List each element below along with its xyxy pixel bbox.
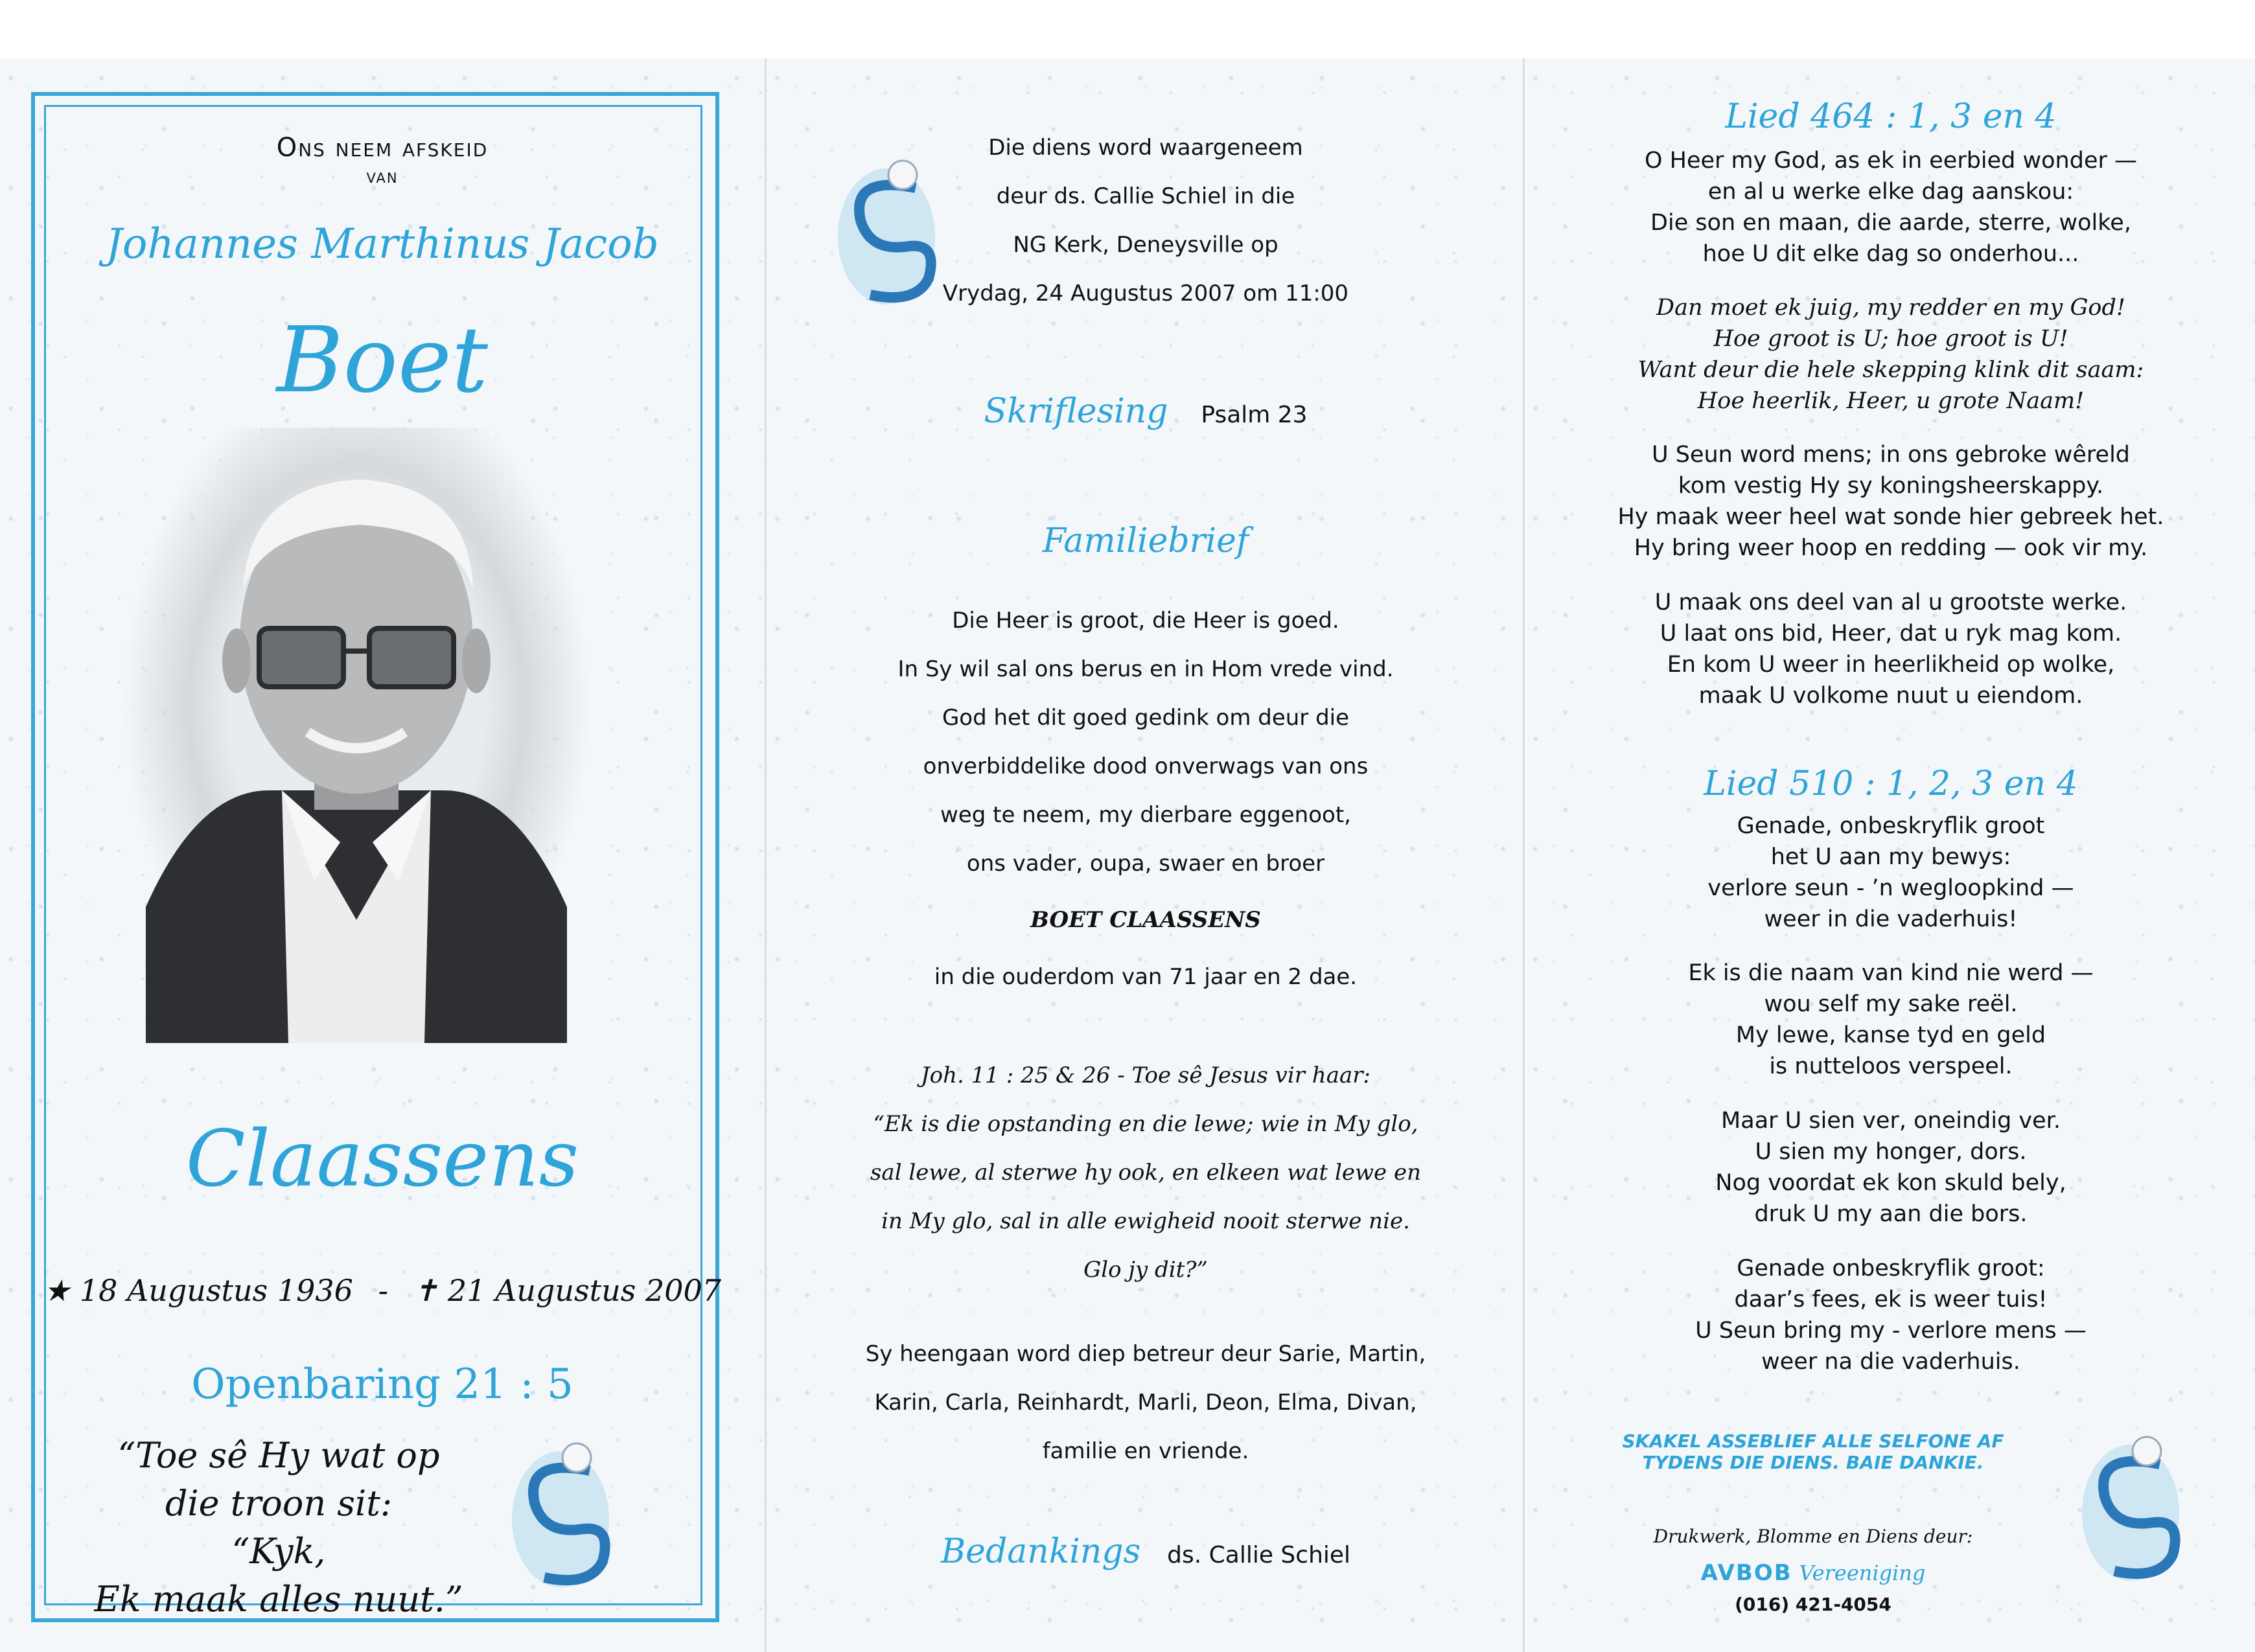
hymn-line: verlore seun - ’n wegloopkind — — [1707, 875, 2074, 901]
phones-notice — [1564, 1430, 2063, 1473]
hymn-line: En kom U weer in heerlikheid op wolke, — [1667, 652, 2115, 678]
scripture-line: Joh. 11 : 25 & 26 - Toe sê Jesus vir haar: — [921, 1062, 1370, 1088]
surname: Claassens — [185, 1114, 579, 1204]
hymn-line: U laat ons bid, Heer, dat u ryk mag kom. — [1659, 621, 2122, 647]
letter-line: In Sy wil sal ons berus en in Hom vrede vind. — [897, 656, 1394, 682]
ornament-emblem — [499, 1432, 622, 1594]
thanks-value: ds. Callie Schiel — [1167, 1542, 1351, 1568]
hymn-line: Hy maak weer heel wat sonde hier gebreek het. — [1617, 504, 2164, 530]
letter-line: onverbiddelike dood onverwags van ons — [923, 753, 1369, 779]
hymn2-title: Lied 510 : 1, 2, 3 en 4 — [1704, 764, 2078, 803]
hymn-line: Genade onbeskryflik groot: — [1737, 1256, 2045, 1281]
printer-credit: Drukwerk, Blomme en Diens deur: — [1653, 1526, 1973, 1547]
hymn-line: Hoe groot is U; hoe groot is U! — [1713, 326, 2068, 352]
hymn-line: Die son en maan, die aarde, sterre, wolke, — [1650, 210, 2131, 236]
given-names: Johannes Marthinus Jacob — [106, 220, 659, 268]
nickname: Boet — [276, 308, 489, 413]
hymn-line: My lewe, kanse tyd en geld — [1735, 1022, 2046, 1048]
verse-reference: Openbaring 21 : 5 — [191, 1360, 573, 1408]
scripture-line: sal lewe, al sterwe hy ook, en elkeen wat lewe en — [870, 1160, 1422, 1186]
scripture-line: in My glo, sal in alle ewigheid nooit sterwe nie. — [881, 1208, 1410, 1234]
cross-icon: ✝ — [413, 1273, 439, 1308]
reading-label: Skriflesing — [984, 392, 1168, 431]
service-line: Die diens word waargeneem — [988, 135, 1303, 161]
hymn-line: kom vestig Hy sy koningsheerskappy. — [1678, 473, 2104, 499]
company-phone: (016) 421-4054 — [1735, 1594, 1891, 1615]
farewell-van: van — [366, 165, 399, 188]
hymn-line: Want deur die hele skepping klink dit saam: — [1637, 357, 2144, 383]
age-line: in die ouderdom van 71 jaar en 2 dae. — [934, 964, 1358, 990]
letter-line: ons vader, oupa, swaer en broer — [966, 851, 1325, 877]
verse-line: “Kyk, — [231, 1531, 326, 1572]
hymn-line: Genade, onbeskryflik groot — [1737, 813, 2045, 839]
hymn-line: weer in die vaderhuis! — [1764, 906, 2018, 932]
company-name: AVBOB — [1700, 1560, 1792, 1586]
portrait-illustration — [120, 428, 593, 1043]
company-line — [1564, 1560, 2063, 1586]
hymn-line: Nog voordat ek kon skuld bely, — [1715, 1170, 2066, 1196]
star-icon: ★ — [43, 1273, 71, 1308]
hymn-line: weer na die vaderhuis. — [1761, 1349, 2020, 1375]
mourners-line: Sy heengaan word diep betreur deur Sarie, Martin, — [865, 1341, 1426, 1367]
hymn-line: wou self my sake reël. — [1764, 991, 2018, 1017]
inside-left-panel — [765, 58, 1525, 1652]
mourners-line: Karin, Carla, Reinhardt, Marli, Deon, Elma, Divan, — [874, 1390, 1417, 1416]
hymn-line: en al u werke elke dag aanskou: — [1707, 179, 2074, 205]
verse-line: Ek maak alles nuut.” — [94, 1579, 463, 1620]
inside-right-panel — [1523, 58, 2255, 1652]
hymn-line: het U aan my bewys: — [1770, 844, 2011, 870]
verse-line: “Toe sê Hy wat op — [117, 1435, 440, 1476]
hymn-line: U Seun bring my - verlore mens — — [1695, 1318, 2087, 1344]
letter-line: God het dit goed gedink om deur die — [942, 705, 1350, 731]
hymn-line: U Seun word mens; in ons gebroke wêreld — [1651, 442, 2131, 468]
hymn-line: hoe U dit elke dag so onderhou... — [1702, 241, 2079, 267]
life-dates — [0, 1273, 765, 1308]
hymn-line: O Heer my God, as ek in eerbied wonder — — [1644, 148, 2138, 174]
hymn-line: Dan moet ek juig, my redder en my God! — [1656, 295, 2125, 321]
ornament-emblem — [2069, 1425, 2192, 1587]
dates-separator: - — [378, 1273, 389, 1308]
verse-text — [52, 1432, 505, 1623]
letter-line: Die Heer is groot, die Heer is goed. — [952, 608, 1339, 634]
service-line: Vrydag, 24 Augustus 2007 om 11:00 — [942, 281, 1349, 306]
death-date: 21 Augustus 2007 — [447, 1273, 722, 1308]
letter-title: Familiebrief — [1042, 522, 1249, 560]
service-line: deur ds. Callie Schiel in die — [996, 183, 1295, 209]
phones-notice-line: SKAKEL ASSEBLIEF ALLE SELFONE AF — [1622, 1430, 2004, 1452]
hymn-line: Hy bring weer hoop en redding — ook vir my. — [1634, 535, 2148, 561]
hymn-line: is nutteloos verspeel. — [1769, 1053, 2013, 1079]
portrait-photo — [120, 428, 593, 1043]
scripture-line: “Ek is die opstanding en die lewe; wie in My glo, — [873, 1111, 1418, 1137]
reading-value: Psalm 23 — [1201, 402, 1308, 428]
letter-line: weg te neem, my dierbare eggenoot, — [940, 802, 1351, 828]
company-sub: Vereeniging — [1799, 1561, 1926, 1585]
birth-date: 18 Augustus 1936 — [79, 1273, 353, 1308]
front-cover-panel — [0, 58, 765, 1652]
deceased-name-caps: BOET CLAASSENS — [1030, 907, 1261, 933]
hymn-line: druk U my aan die bors. — [1754, 1201, 2028, 1227]
hymn-line: Hoe heerlik, Heer, u grote Naam! — [1697, 388, 2085, 414]
mourners-line: familie en vriende. — [1042, 1438, 1249, 1464]
hymn-line: U sien my honger, dors. — [1755, 1139, 2027, 1165]
hymn-line: U maak ons deel van al u grootste werke. — [1654, 590, 2127, 615]
scripture-line: Glo jy dit?” — [1083, 1257, 1208, 1283]
hymn-line: maak U volkome nuut u eiendom. — [1698, 683, 2083, 709]
hymn1-title: Lied 464 : 1, 3 en 4 — [1725, 97, 2057, 136]
service-line: NG Kerk, Deneysville op — [1013, 232, 1278, 258]
thanks-row — [767, 1532, 1525, 1571]
thanks-label: Bedankings — [940, 1532, 1141, 1571]
hymn-line: daar’s fees, ek is weer tuis! — [1734, 1287, 2048, 1313]
verse-line: die troon sit: — [165, 1483, 393, 1524]
reading-row — [767, 392, 1525, 431]
hymn-line: Maar U sien ver, oneindig ver. — [1721, 1108, 2061, 1134]
phones-notice-line: TYDENS DIE DIENS. BAIE DANKIE. — [1642, 1452, 1984, 1473]
farewell-heading: Ons neem afskeid — [276, 133, 489, 163]
hymn-line: Ek is die naam van kind nie werd — — [1688, 960, 2094, 986]
